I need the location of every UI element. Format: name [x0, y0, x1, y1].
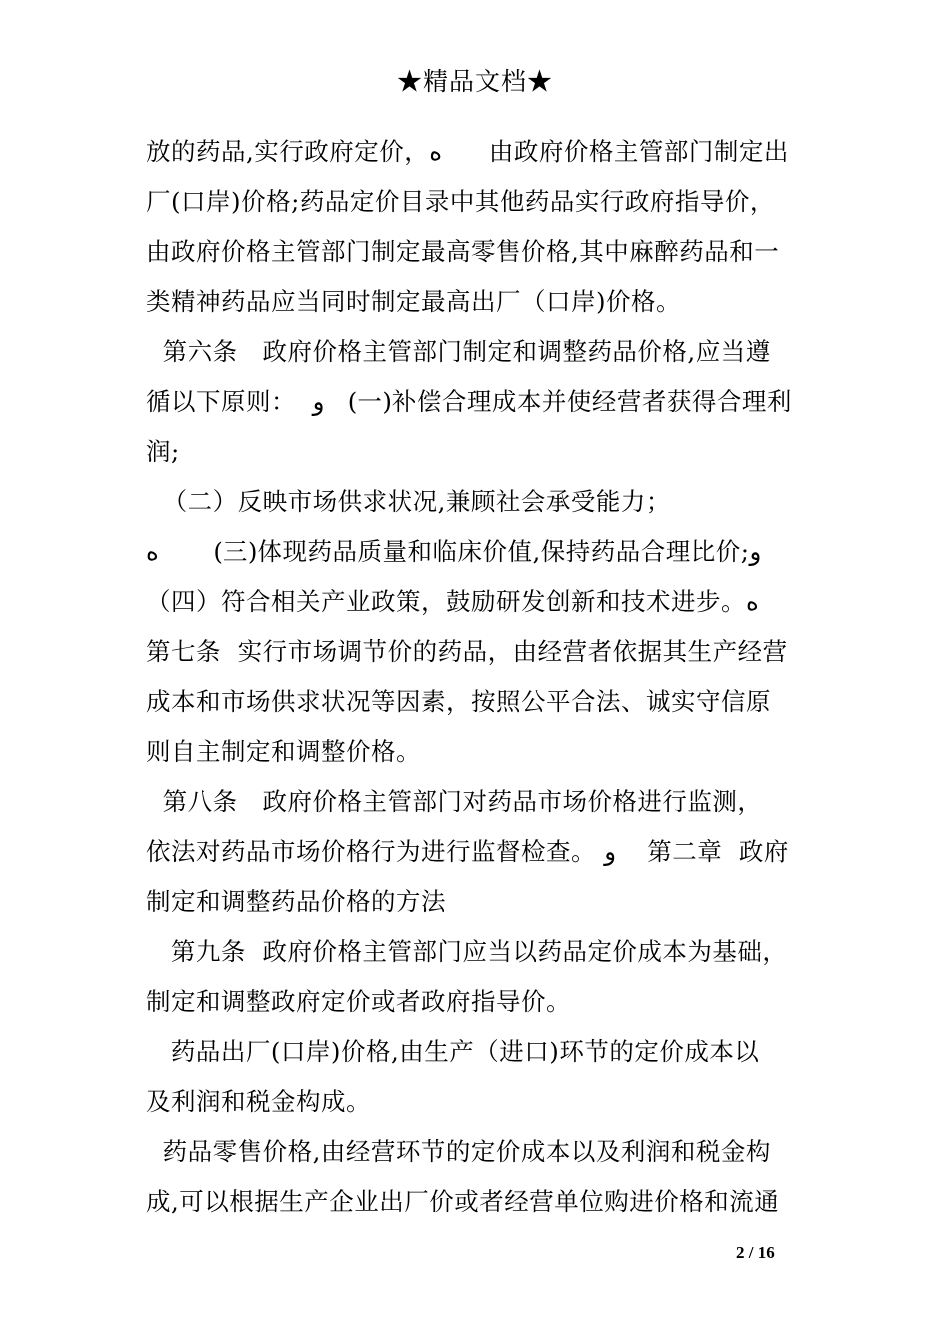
text-line-7: 润; — [146, 437, 180, 466]
text-line-4: 类精神药品应当同时制定最高出厂（口岸)价格。 — [146, 287, 682, 316]
text-line-13: 则自主制定和调整价格。 — [146, 737, 421, 766]
text-line-15: 依法对药品市场价格行为进行监督检查。 و 第二章 政府 — [146, 837, 789, 866]
text-line-14: 第八条 政府价格主管部门对药品市场价格进行监测， — [146, 787, 763, 816]
page-header-title: ★精品文档★ — [396, 67, 553, 96]
text-line-10: （四）符合相关产业政策，鼓励研发创新和技术进步。ه — [146, 587, 759, 616]
text-line-17: 第九条 政府价格主管部门应当以药品定价成本为基础， — [146, 937, 788, 966]
page-number: 2 / 16 — [736, 1243, 775, 1262]
text-line-11: 第七条 实行市场调节价的药品，由经营者依据其生产经营 — [146, 637, 788, 666]
text-line-2: 厂(口岸)价格;药品定价目录中其他药品实行政府指导价， — [146, 187, 775, 216]
text-line-8: （二）反映市场供求状况,兼顾社会承受能力； — [146, 487, 671, 516]
text-line-5: 第六条 政府价格主管部门制定和调整药品价格,应当遵 — [146, 337, 771, 366]
text-line-1: 放的药品,实行政府定价，ه 由政府价格主管部门制定出 — [146, 137, 789, 166]
text-line-20: 及利润和税金构成。 — [146, 1087, 371, 1116]
text-line-9: ه (三)体现药品质量和临床价值,保持药品合理比价;و — [146, 537, 762, 566]
text-line-12: 成本和市场供求状况等因素，按照公平合法、诚实守信原 — [146, 687, 771, 716]
text-line-3: 由政府价格主管部门制定最高零售价格,其中麻醉药品和一 — [146, 237, 780, 266]
text-line-6: 循以下原则： و (一)补偿合理成本并使经营者获得合理利 — [146, 387, 792, 416]
text-line-18: 制定和调整政府定价或者政府指导价。 — [146, 987, 571, 1016]
text-line-19: 药品出厂(口岸)价格,由生产（进口)环节的定价成本以 — [146, 1037, 760, 1066]
text-line-22: 成,可以根据生产企业出厂价或者经营单位购进价格和流通 — [146, 1187, 780, 1216]
text-line-21: 药品零售价格,由经营环节的定价成本以及利润和税金构 — [146, 1137, 771, 1166]
text-line-16: 制定和调整药品价格的方法 — [146, 887, 446, 916]
